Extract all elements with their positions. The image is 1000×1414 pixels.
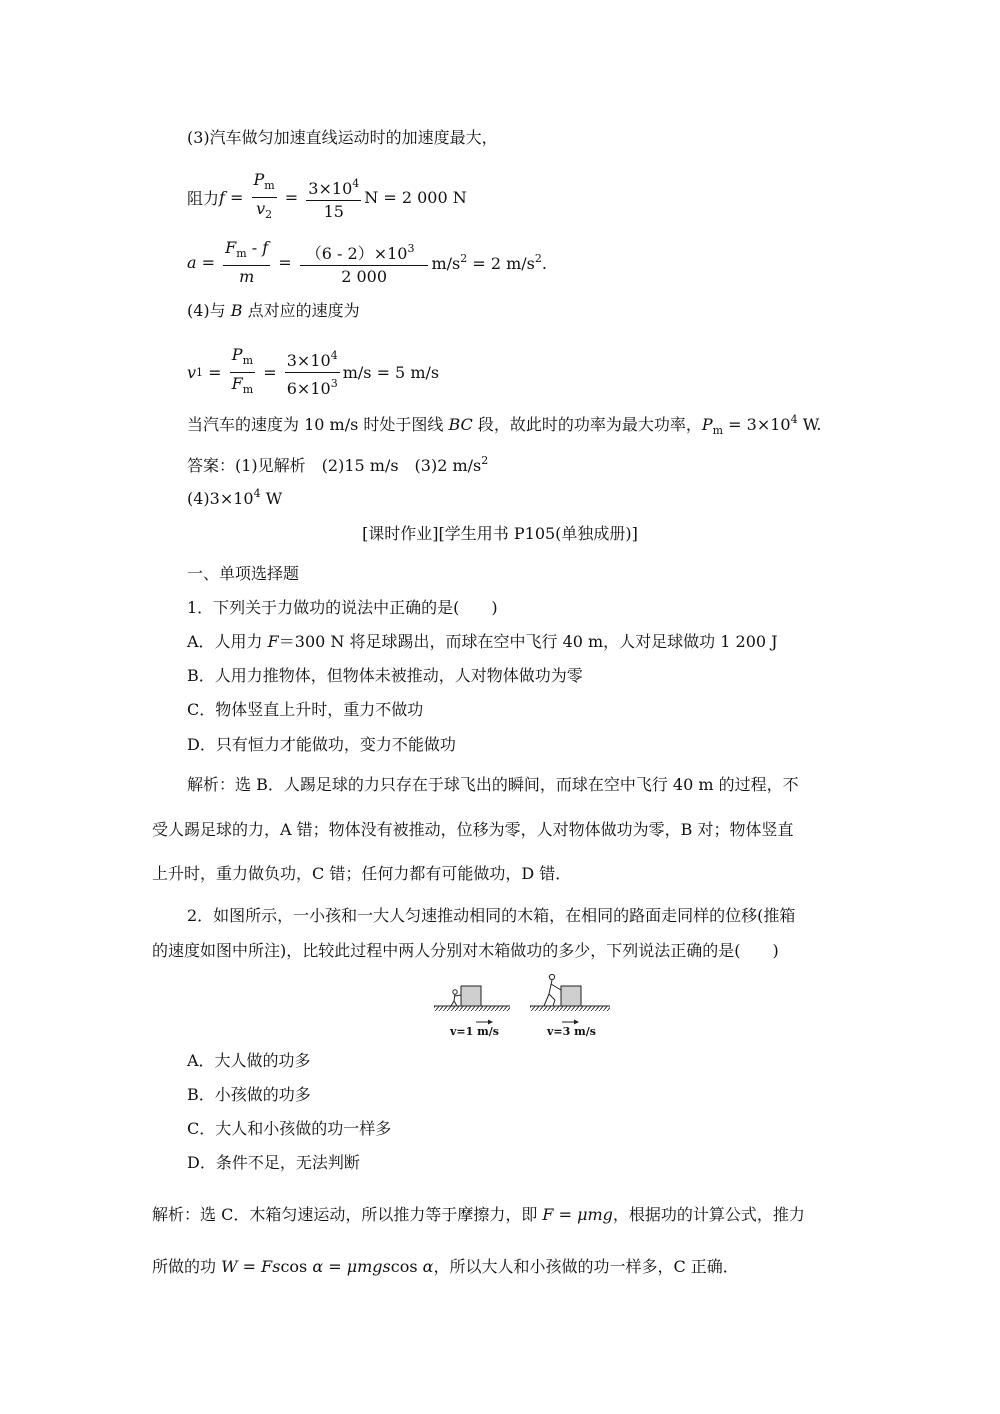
sol3-accel-eq: a = $\frac{F_m - f}{m}$ = $\frac{(6 - 2)\times 10^3}{2 000}$ $m/s^2 = 2$ $m/s^2$. <box>187 238 547 286</box>
crate-right <box>561 986 581 1006</box>
section-header: [课时作业][学生用书 P105(单独成册)] <box>362 524 638 543</box>
eq-result: N = 2 000 N <box>364 188 467 207</box>
q1-option-b: B．人用力推物体，但物体未被推动，人对物体做功为零 <box>187 666 583 685</box>
fraction-value: $\frac{3\times 10^4}{15}$ <box>306 174 361 222</box>
ground-right <box>530 1006 610 1011</box>
q1-option-a: A．人用力 F＝300 N 将足球踢出，而球在空中飞行 40 m，人对足球做功 1 200 J <box>187 632 778 651</box>
child-figure-icon <box>451 990 461 1006</box>
figure-label-left: v=1 m/s <box>450 1025 499 1038</box>
fraction-pm-v2: $\frac{P_m}{v_2}$ <box>253 170 275 221</box>
sol3-friction-eq: 阻力 f = $\frac{P_m}{v_2}$ = $\frac{3\times 10^4}{15}$ N = 2 000 N <box>187 170 467 225</box>
q1-analysis-line-3: 上升时，重力做负功，C 错；任何力都有可能做功，D 错． <box>152 864 572 883</box>
answer-line-1: 答案：(1)见解析 (2)15 m/s (3)2 $m/s^2$ <box>187 454 489 475</box>
fraction-pm-fm: $\frac{P_m}{F_m}$ <box>231 345 254 396</box>
fraction-accel-value: $\frac{(6 - 2)\times 10^3}{2 000}$ <box>300 239 429 287</box>
q2-option-d: D．条件不足，无法判断 <box>187 1153 360 1172</box>
sol3-title: (3)汽车做匀加速直线运动时的加速度最大， <box>187 128 498 147</box>
figure-label-right: v=3 m/s <box>547 1025 596 1038</box>
q2-option-b: B．小孩做的功多 <box>187 1085 311 1104</box>
adult-figure-icon <box>544 974 561 1006</box>
q1-analysis-line-2: 受人踢足球的力，A 错；物体没有被推动，位移为零，人对物体做功为零，B 对；物体竖直 <box>152 820 794 839</box>
fraction-fm-f-m: $\frac{F_m - f}{m}$ <box>225 238 269 286</box>
sol4-velocity-eq: v 1 = $\frac{P_m}{F_m}$ = $\frac{3\times 10^4}{6\times 10^3}$ m/s = 5 m/s <box>187 345 440 398</box>
q1-analysis-line-1: 解析：选 B．人踢足球的力只存在于球飞出的瞬间，而球在空中飞行 40 m 的过程，不 <box>187 775 799 794</box>
answer-line-2: $(4)3\times 10^4$ W <box>187 487 283 508</box>
crate-left <box>461 986 481 1006</box>
eq-var-a: a <box>187 253 197 272</box>
eq-sign: = <box>224 188 249 207</box>
q1-option-d: D．只有恒力才能做功，变力不能做功 <box>187 735 456 754</box>
eq-result: $m/s^2 = 2$ $m/s^2$. <box>431 252 547 273</box>
q1-option-c: C．物体竖直上升时，重力不做功 <box>187 700 424 719</box>
ground-left <box>434 1006 510 1011</box>
q2-figure <box>432 970 612 1040</box>
section-subtitle: 一、单项选择题 <box>187 564 300 583</box>
eq-result: m/s = 5 m/s <box>342 363 440 382</box>
q2-analysis-line-1: 解析：选 C．木箱匀速运动，所以推力等于摩擦力，即 F = μmg，根据功的计算公式，推力 <box>152 1205 805 1224</box>
eq-var-f: f <box>219 188 225 207</box>
q2-option-c: C．大人和小孩做的功一样多 <box>187 1119 392 1138</box>
q1-stem: 1．下列关于力做功的说法中正确的是( ) <box>187 598 498 617</box>
eq-prefix: 阻力 <box>187 189 220 208</box>
fraction-velocity-value: $\frac{3\times 10^4}{6\times 10^3}$ <box>285 346 340 399</box>
sol4-conclusion: 当汽车的速度为 10 m/s 时处于图线 BC 段，故此时的功率为最大功率，$P_m = 3\times 10^4$ W. <box>187 413 822 437</box>
q2-stem-line-2: 的速度如图中所注)，比较此过程中两人分别对木箱做功的多少，下列说法正确的是( ) <box>152 941 779 960</box>
q2-stem-line-1: 2．如图所示，一小孩和一大人匀速推动相同的木箱，在相同的路面走同样的位移(推箱 <box>187 906 796 925</box>
q2-analysis-line-2: 所做的功 W = Fscos α = μmgscos α，所以大人和小孩做的功一样多，C 正确． <box>152 1257 739 1276</box>
arrow-left-icon <box>476 1020 493 1025</box>
q2-option-a: A．大人做的功多 <box>187 1051 311 1070</box>
sol4-title: (4)与 B 点对应的速度为 <box>187 301 360 320</box>
arrow-right-icon <box>562 1020 579 1025</box>
